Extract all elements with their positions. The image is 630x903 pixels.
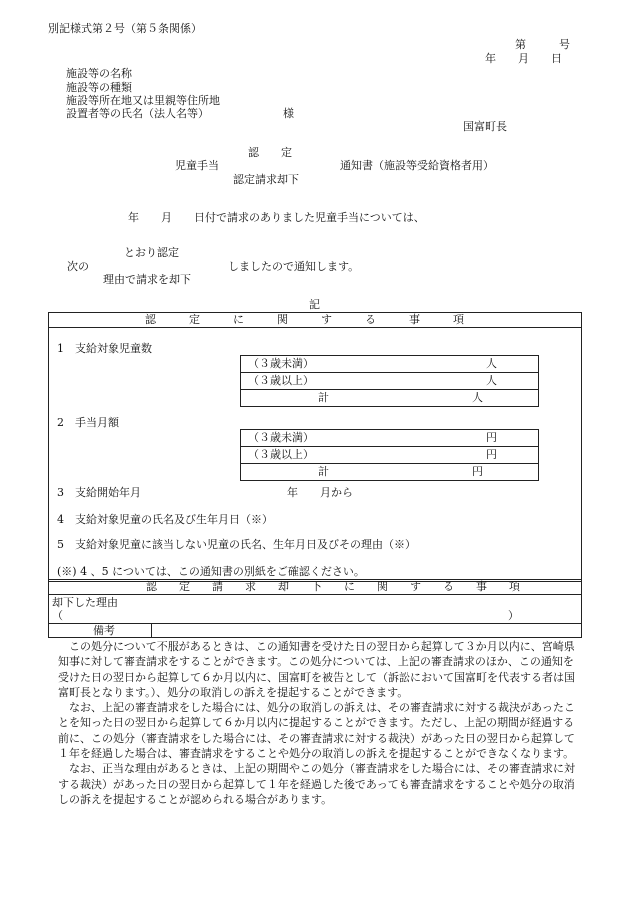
appeal-paragraph-2: なお、上記の審査請求をした場合には、処分の取消しの訴えは、その審査請求に対する裁決があったことを知った日の翌日から起算して６か月以内に提起することができます。ただし、上記の期間が経過する前に、この処分（審査請求をした場合には、その審査請求に対する裁決）があった日の翌日から起算して１年を経過した場合は、審査請求をすることや処分の取消しの訴えを提起することができなくなります。 <box>58 701 575 761</box>
kyakka-header: 認 定 請 求 却 下 に 関 す る 事 項 <box>146 580 520 593</box>
divider <box>240 372 539 373</box>
kyakka-reason-label: 却下した理由 <box>52 596 118 609</box>
amount-under3-unit: 円 <box>486 431 497 444</box>
children-total-label: 計 <box>318 391 329 404</box>
issuer: 国富町長 <box>463 120 507 133</box>
nintei-header: 認 定 に 関 す る 事 項 <box>145 313 464 326</box>
children-under3-unit: 人 <box>486 357 497 370</box>
appeal-paragraph-1: この処分について不服があるときは、この通知書を受けた日の翌日から起算して３か月以内に、宮崎県知事に対して審査請求をすることができます。この処分については、上記の審査請求のほか、この通知を受けた日の翌日から起算して６か月以内に、国富町を被告として（訴訟において国富町を代表する者は国富町長となります。）、処分の取消しの訴えを提起することができます。 <box>58 640 575 699</box>
amount-total-label: 計 <box>318 465 329 478</box>
founder-name-label: 設置者等の氏名（法人名等） <box>66 107 209 120</box>
children-under3-label: （３歳未満） <box>248 357 314 370</box>
body-tsugi: 次の <box>67 260 89 273</box>
facility-address-label: 施設等所在地又は里親等住所地 <box>66 94 220 107</box>
amount-over3-label: （３歳以上） <box>248 448 314 461</box>
title-nintei: 認 定 <box>248 146 292 159</box>
title-right: 通知書（施設等受給資格者用） <box>340 159 494 172</box>
divider <box>240 463 539 464</box>
form-label: 別記様式第２号（第５条関係） <box>48 22 202 35</box>
item-non-eligible-children: 5 支給対象児童に該当しない児童の氏名、生年月日及びその理由（※） <box>57 538 416 551</box>
amount-over3-unit: 円 <box>486 448 497 461</box>
reason-paren-open: （ <box>52 609 63 622</box>
ki-label: 記 <box>309 298 320 311</box>
remarks-label: 備考 <box>93 624 115 637</box>
children-total-unit: 人 <box>472 391 483 404</box>
divider <box>240 389 539 390</box>
body-line-1: 年 月 日付で請求のありました児童手当については、 <box>128 211 425 224</box>
item-children-count: 1 支給対象児童数 <box>57 342 152 355</box>
children-over3-unit: 人 <box>486 374 497 387</box>
start-month-value: 年 月から <box>287 486 353 499</box>
item-monthly-amount: 2 手当月額 <box>57 416 119 429</box>
item-start-month: 3 支給開始年月 <box>57 486 141 499</box>
amount-total-unit: 円 <box>472 465 483 478</box>
honorific-sama: 様 <box>283 107 294 120</box>
divider <box>48 623 582 624</box>
title-left: 児童手当 <box>175 159 219 172</box>
appeal-notice <box>58 639 584 807</box>
facility-name-label: 施設等の名称 <box>66 67 132 80</box>
appeal-paragraph-3: なお、正当な理由があるときは、上記の期間やこの処分（審査請求をした場合には、その審査請求に対する裁決）があった日の翌日から起算して１年を経過した後であっても審査請求をすることや処分の取消しの訴えを提起することが認められる場合があります。 <box>58 762 575 806</box>
children-over3-label: （３歳以上） <box>248 374 314 387</box>
issue-date: 年 月 日 <box>485 52 562 65</box>
facility-type-label: 施設等の種類 <box>66 81 132 94</box>
body-result: しましたので通知します。 <box>228 260 360 273</box>
amount-under3-label: （３歳未満） <box>248 431 314 444</box>
title-kyakka: 認定請求却下 <box>233 173 299 186</box>
reason-paren-close: ） <box>508 609 519 622</box>
annex-note: (※) 4 、5 については、この通知書の別紙をご確認ください。 <box>57 565 365 578</box>
body-option-nintei: とおり認定 <box>124 246 179 259</box>
item-child-names: 4 支給対象児童の氏名及び生年月日（※） <box>57 513 273 526</box>
divider <box>48 327 582 328</box>
divider <box>240 446 539 447</box>
body-option-kyakka: 理由で請求を却下 <box>103 273 191 286</box>
divider <box>48 594 582 595</box>
document-number: 第 号 <box>515 38 570 51</box>
divider <box>151 623 152 638</box>
